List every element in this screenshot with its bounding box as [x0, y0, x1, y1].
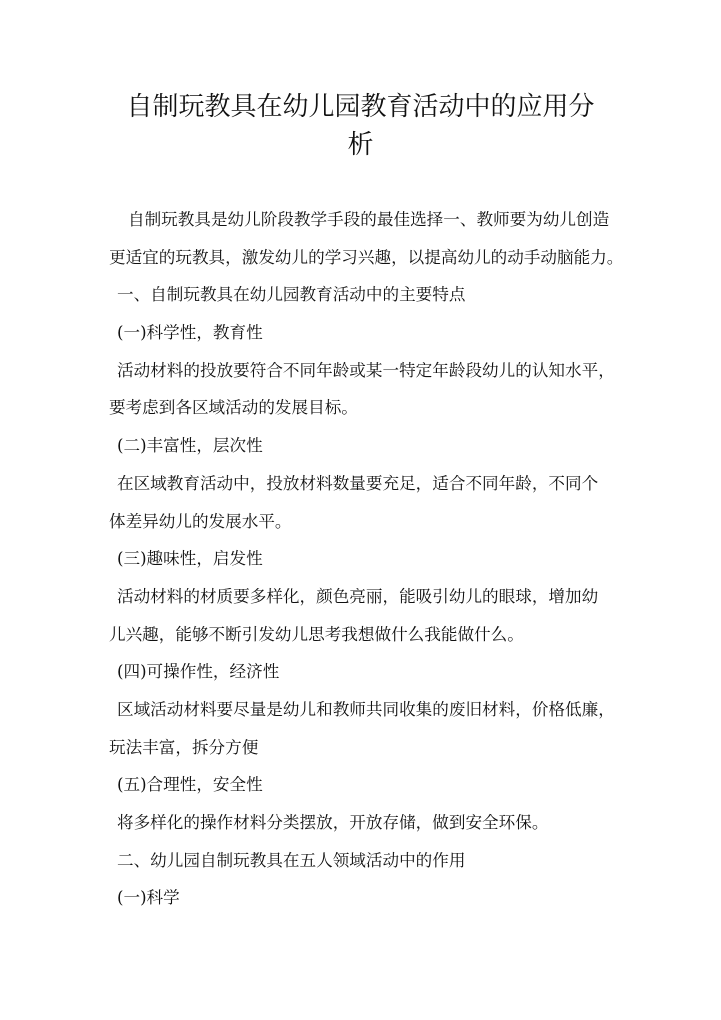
subsection-heading: (一)科学	[117, 888, 180, 908]
paragraph-line: 玩法丰富，拆分方便	[109, 737, 259, 757]
subsection-heading: (五)合理性，安全性	[117, 775, 263, 795]
paragraph-line: 区域活动材料要尽量是幼儿和教师共同收集的废旧材料，价格低廉，	[117, 699, 615, 719]
paragraph-line: 要考虑到各区域活动的发展目标。	[109, 398, 358, 418]
section-heading: 一、自制玩教具在幼儿园教育活动中的主要特点	[117, 285, 466, 305]
subsection-heading: (一)科学性，教育性	[117, 323, 263, 343]
document-title-line-2: 析	[347, 130, 374, 160]
document-title-line-1: 自制玩教具在幼儿园教育活动中的应用分	[126, 92, 595, 122]
paragraph-line: 儿兴趣，能够不断引发幼儿思考我想做什么我能做什么。	[109, 624, 524, 644]
section-heading: 二、幼儿园自制玩教具在五人领域活动中的作用	[117, 850, 466, 870]
subsection-heading: (二)丰富性，层次性	[117, 436, 263, 456]
subsection-heading: (三)趣味性，启发性	[117, 549, 263, 569]
paragraph-line: 活动材料的材质要多样化，颜色亮丽，能吸引幼儿的眼球，增加幼	[117, 586, 599, 606]
document-body	[109, 201, 649, 917]
paragraph-line: 将多样化的操作材料分类摆放，开放存储，做到安全环保。	[117, 813, 549, 832]
paragraph-line: 自制玩教具是幼儿阶段教学手段的最佳选择一、教师要为幼儿创造	[128, 210, 610, 229]
paragraph-line: 活动材料的投放要符合不同年龄或某一特定年龄段幼儿的认知水平，	[117, 360, 615, 380]
paragraph-line: 体差异幼儿的发展水平。	[109, 511, 292, 531]
subsection-heading: (四)可操作性，经济性	[117, 662, 280, 682]
paragraph-line: 更适宜的玩教具，激发幼儿的学习兴趣，以提高幼儿的动手动脑能力。	[109, 247, 624, 267]
paragraph-line: 在区域教育活动中，投放材料数量要充足，适合不同年龄，不同个	[117, 473, 599, 493]
